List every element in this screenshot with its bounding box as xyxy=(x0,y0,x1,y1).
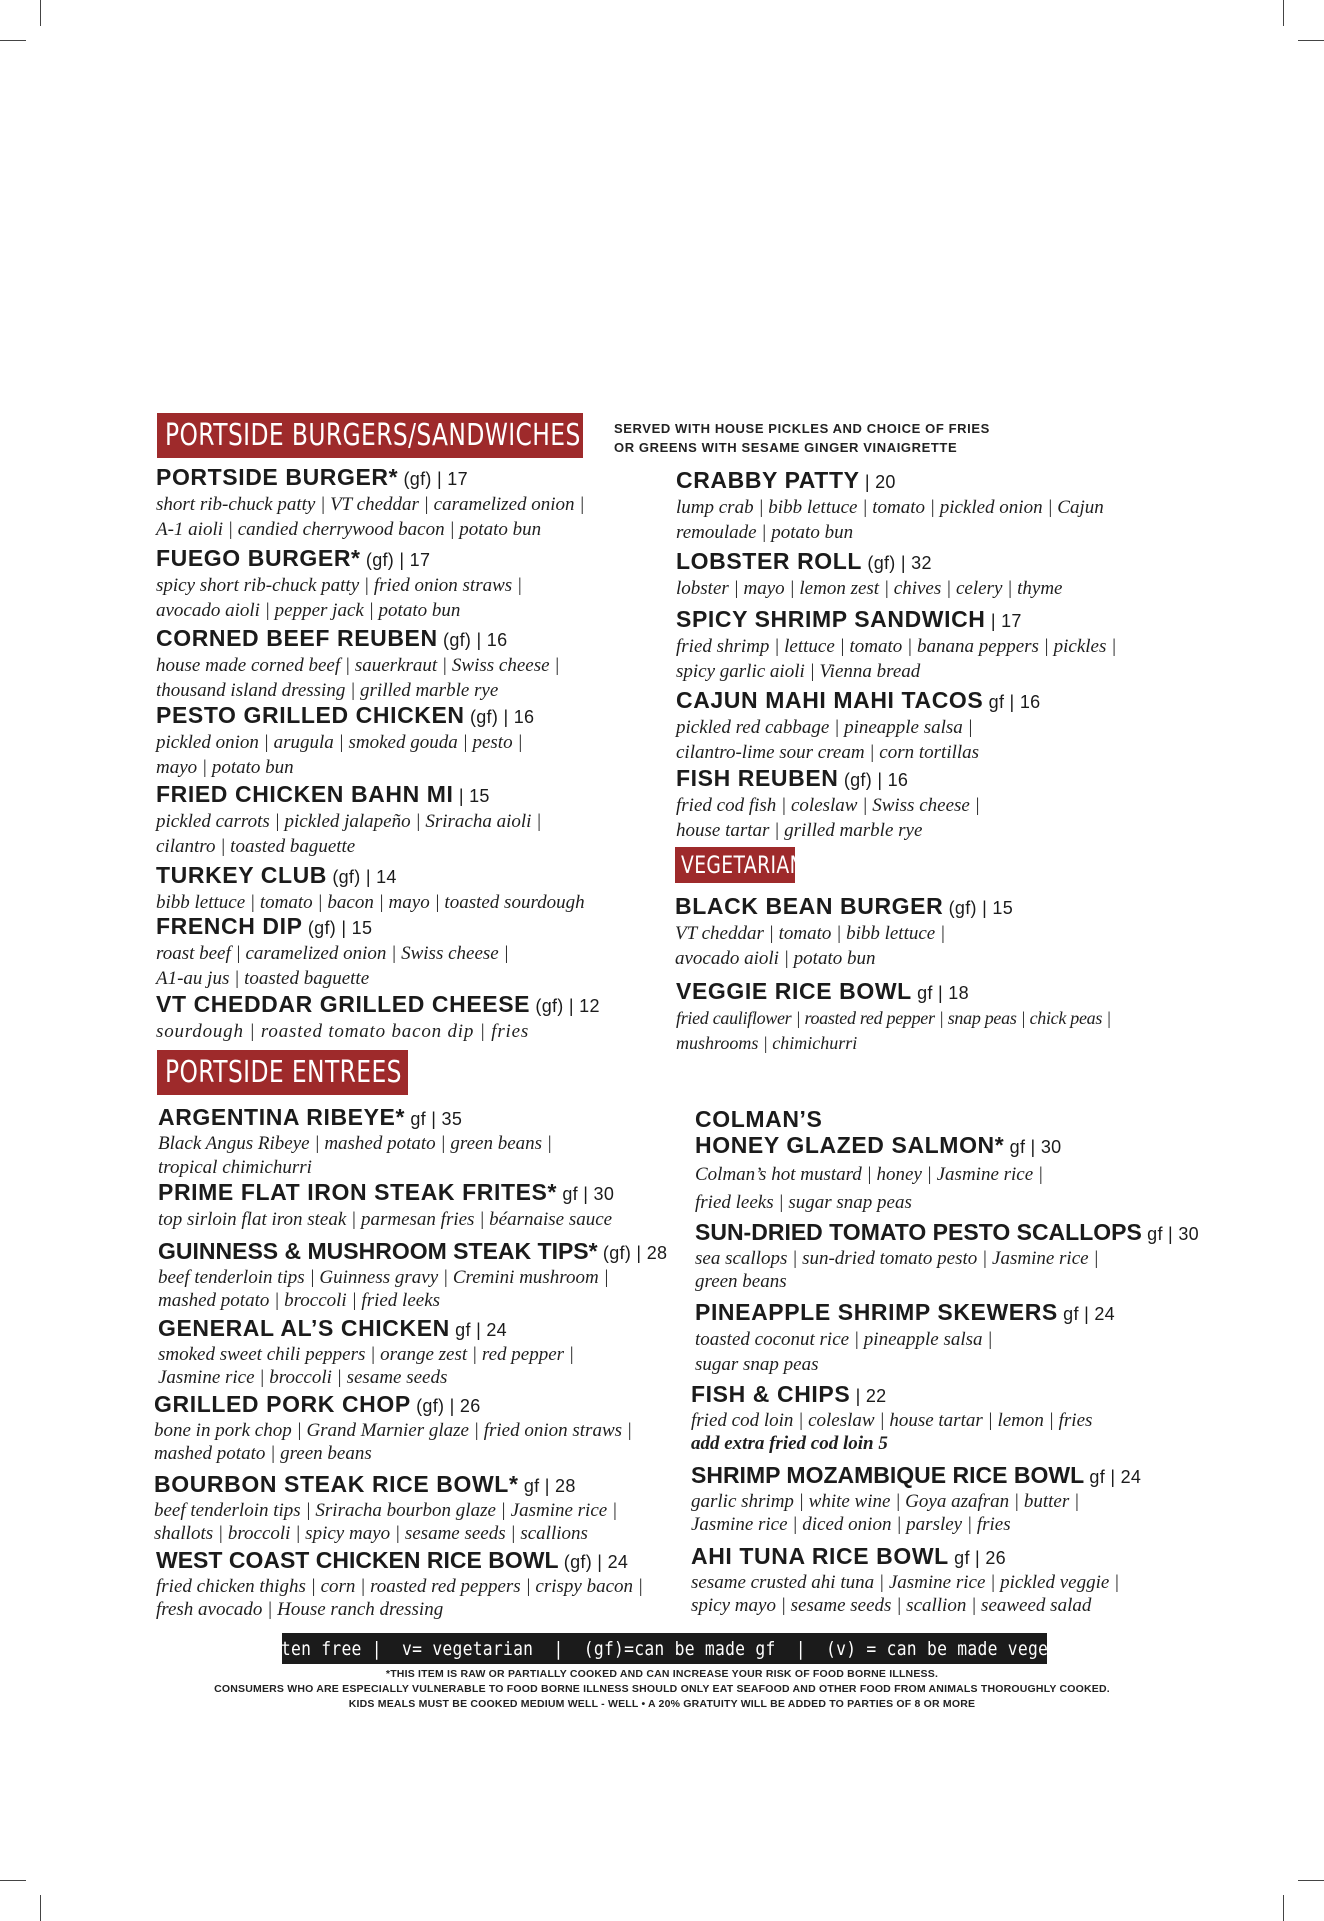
item-name: CAJUN MAHI MAHI TACOS xyxy=(676,687,984,713)
menu-item xyxy=(158,1179,698,1232)
item-price: (gf) | 15 xyxy=(302,918,373,938)
item-price: gf | 30 xyxy=(557,1184,615,1204)
item-description: spicy short rib-chuck patty | fried onion straws | xyxy=(156,575,523,596)
item-price: (gf) | 16 xyxy=(437,630,508,650)
item-description: cilantro | toasted baguette xyxy=(156,836,356,857)
item-description: thousand island dressing | grilled marble rye xyxy=(156,680,499,701)
item-description: house tartar | grilled marble rye xyxy=(676,820,923,841)
item-description: beef tenderloin tips | Sriracha bourbon glaze | Jasmine rice | xyxy=(154,1500,618,1521)
menu-item xyxy=(154,1471,694,1545)
menu-item xyxy=(158,1104,678,1180)
menu-item xyxy=(676,765,1196,843)
crop-mark xyxy=(1298,1880,1324,1881)
item-description: fried chicken thighs | corn | roasted red peppers | crispy bacon | xyxy=(156,1576,644,1597)
item-description: fresh avocado | House ranch dressing xyxy=(156,1599,444,1620)
item-description: garlic shrimp | white wine | Goya azafran | butter | xyxy=(691,1491,1080,1512)
item-description: remoulade | potato bun xyxy=(676,522,854,543)
menu-item xyxy=(676,687,1196,765)
item-description: VT cheddar | tomato | bibb lettuce | xyxy=(675,923,946,944)
crop-mark xyxy=(40,1895,41,1921)
vegetarian-section-title: VEGETARIAN xyxy=(681,851,804,879)
item-description: bone in pork chop | Grand Marnier glaze | fried onion straws | xyxy=(154,1420,632,1441)
item-name: LOBSTER ROLL xyxy=(676,548,863,574)
crop-mark xyxy=(40,0,41,26)
item-description: Jasmine rice | diced onion | parsley | fries xyxy=(691,1514,1011,1535)
item-name: HONEY GLAZED SALMON* xyxy=(695,1132,1005,1158)
menu-item xyxy=(154,1391,694,1465)
menu-item xyxy=(691,1381,1211,1456)
item-description: sourdough | roasted tomato bacon dip | fries xyxy=(156,1021,530,1042)
burgers-section-title: PORTSIDE BURGERS/SANDWICHES xyxy=(165,418,581,453)
item-price: gf | 24 xyxy=(1057,1304,1115,1324)
item-description: bibb lettuce | tomato | bacon | mayo | toasted sourdough xyxy=(156,892,585,913)
item-description: Jasmine rice | broccoli | sesame seeds xyxy=(158,1367,448,1388)
consumer-advisory: CONSUMERS WHO ARE ESPECIALLY VULNERABLE TO FOOD BORNE ILLNESS SHOULD ONLY EAT SEAFOOD AND OTHER FOOD FROM ANIMALS THOROUGHLY COOKED. xyxy=(214,1683,1110,1695)
menu-item xyxy=(695,1299,1215,1377)
item-description: fried leeks | sugar snap peas xyxy=(695,1192,912,1213)
item-name: GRILLED PORK CHOP xyxy=(154,1391,411,1417)
item-description: lobster | mayo | lemon zest | chives | celery | thyme xyxy=(676,578,1063,599)
item-description: mushrooms | chimichurri xyxy=(676,1033,858,1053)
item-price: (gf) | 17 xyxy=(398,469,468,489)
menu-item xyxy=(676,548,1196,601)
crop-mark xyxy=(0,40,26,41)
item-price: (gf) | 32 xyxy=(862,553,932,573)
item-price: | 20 xyxy=(859,472,896,492)
item-description: pickled red cabbage | pineapple salsa | xyxy=(676,717,973,738)
item-price: (gf) | 16 xyxy=(464,707,535,727)
item-name: GUINNESS & MUSHROOM STEAK TIPS* xyxy=(158,1238,598,1264)
item-description: house made corned beef | sauerkraut | Swiss cheese | xyxy=(156,655,560,676)
menu-item xyxy=(156,781,676,859)
item-name: VT CHEDDAR GRILLED CHEESE xyxy=(156,991,531,1017)
item-name: FISH REUBEN xyxy=(676,765,839,791)
menu-item xyxy=(676,467,1196,545)
item-description: smoked sweet chili peppers | orange zest | red pepper | xyxy=(158,1344,574,1365)
item-description: short rib-chuck patty | VT cheddar | caramelized onion | xyxy=(156,494,585,515)
item-name: BOURBON STEAK RICE BOWL* xyxy=(154,1471,519,1497)
item-price: (gf) | 16 xyxy=(838,770,909,790)
item-description: mayo | potato bun xyxy=(156,757,294,778)
crop-mark xyxy=(1298,40,1324,41)
burgers-section-banner xyxy=(157,413,583,458)
crop-mark xyxy=(0,1880,26,1881)
item-description: shallots | broccoli | spicy mayo | sesame seeds | scallions xyxy=(154,1523,588,1544)
item-name: FUEGO BURGER* xyxy=(156,545,361,571)
menu-item xyxy=(156,545,676,623)
item-name: SUN-DRIED TOMATO PESTO SCALLOPS xyxy=(695,1219,1142,1245)
item-description: toasted coconut rice | pineapple salsa | xyxy=(695,1329,993,1350)
dietary-legend: gf=gluten free | v= vegetarian | (gf)=can be made gf | (v) = can be made vegetarian xyxy=(220,1637,1109,1660)
menu-item xyxy=(695,1106,1215,1216)
item-name: SPICY SHRIMP SANDWICH xyxy=(676,606,986,632)
item-description: sugar snap peas xyxy=(695,1354,819,1375)
menu-item xyxy=(156,702,676,780)
menu-item xyxy=(676,978,1276,1056)
menu-item xyxy=(156,862,676,915)
item-name: AHI TUNA RICE BOWL xyxy=(691,1543,949,1569)
item-description: sesame crusted ahi tuna | Jasmine rice | pickled veggie | xyxy=(691,1572,1120,1593)
item-description: A1-au jus | toasted baguette xyxy=(156,968,370,989)
item-description: cilantro-lime sour cream | corn tortillas xyxy=(676,742,980,763)
item-name: FRENCH DIP xyxy=(156,913,303,939)
item-name: CRABBY PATTY xyxy=(676,467,860,493)
item-name: PRIME FLAT IRON STEAK FRITES* xyxy=(158,1179,558,1205)
item-description: mashed potato | broccoli | fried leeks xyxy=(158,1290,441,1311)
menu-item xyxy=(691,1543,1271,1617)
item-name: PINEAPPLE SHRIMP SKEWERS xyxy=(695,1299,1058,1325)
item-name: TURKEY CLUB xyxy=(156,862,328,888)
item-description: A-1 aioli | candied cherrywood bacon | potato bun xyxy=(156,519,542,540)
item-description: pickled carrots | pickled jalapeño | Sriracha aioli | xyxy=(156,811,542,832)
menu-item xyxy=(695,1219,1275,1293)
item-name: WEST COAST CHICKEN RICE BOWL xyxy=(156,1547,559,1573)
item-description: spicy garlic aioli | Vienna bread xyxy=(676,661,921,682)
item-description: Black Angus Ribeye | mashed potato | green beans | xyxy=(158,1133,552,1154)
menu-item xyxy=(158,1315,678,1389)
item-price: (gf) | 24 xyxy=(558,1552,629,1572)
menu-item xyxy=(156,464,676,542)
item-price: (gf) | 15 xyxy=(943,898,1014,918)
item-name: FRIED CHICKEN BAHN MI xyxy=(156,781,454,807)
item-description: avocado aioli | pepper jack | potato bun xyxy=(156,600,461,621)
item-description: fried cod loin | coleslaw | house tartar | lemon | fries xyxy=(691,1410,1093,1431)
item-price: | 17 xyxy=(985,611,1022,631)
item-description: green beans xyxy=(695,1271,787,1292)
item-price: gf | 26 xyxy=(948,1548,1006,1568)
menu-item xyxy=(675,893,1195,971)
raw-food-warning: *THIS ITEM IS RAW OR PARTIALLY COOKED AND CAN INCREASE YOUR RISK OF FOOD BORNE ILLNESS. xyxy=(385,1668,939,1680)
item-price: gf | 18 xyxy=(911,983,969,1003)
item-price: (gf) | 12 xyxy=(530,996,600,1016)
item-name: SHRIMP MOZAMBIQUE RICE BOWL xyxy=(691,1462,1085,1488)
item-name: ARGENTINA RIBEYE* xyxy=(158,1104,406,1130)
menu-item xyxy=(156,625,676,703)
menu-item xyxy=(156,1547,696,1621)
item-price: (gf) | 28 xyxy=(597,1243,668,1263)
item-price: gf | 30 xyxy=(1141,1224,1199,1244)
item-name: CORNED BEEF REUBEN xyxy=(156,625,438,651)
item-price: gf | 24 xyxy=(449,1320,507,1340)
item-price: gf | 30 xyxy=(1004,1137,1062,1157)
item-description: Colman’s hot mustard | honey | Jasmine rice | xyxy=(695,1164,1044,1185)
item-name: PESTO GRILLED CHICKEN xyxy=(156,702,465,728)
item-description: lump crab | bibb lettuce | tomato | pickled onion | Cajun xyxy=(676,497,1104,518)
item-price: (gf) | 26 xyxy=(410,1396,481,1416)
serving-note-line: SERVED WITH HOUSE PICKLES AND CHOICE OF FRIES xyxy=(614,421,990,436)
entrees-section-title: PORTSIDE ENTREES xyxy=(165,1055,402,1090)
item-description: top sirloin flat iron steak | parmesan fries | béarnaise sauce xyxy=(158,1209,613,1230)
menu-item xyxy=(158,1238,698,1312)
vegetarian-section-banner xyxy=(675,847,804,883)
item-description: fried cauliflower | roasted red pepper | snap peas | chick peas | xyxy=(676,1008,1111,1028)
menu-item xyxy=(691,1462,1271,1536)
item-name: FISH & CHIPS xyxy=(691,1381,851,1407)
item-description: sea scallops | sun-dried tomato pesto | Jasmine rice | xyxy=(695,1248,1099,1269)
item-name: PORTSIDE BURGER* xyxy=(156,464,399,490)
item-price: (gf) | 17 xyxy=(360,550,431,570)
item-description: roast beef | caramelized onion | Swiss cheese | xyxy=(156,943,509,964)
item-description: avocado aioli | potato bun xyxy=(675,948,876,969)
item-price: gf | 24 xyxy=(1084,1467,1142,1487)
item-price: gf | 16 xyxy=(983,692,1041,712)
item-price: (gf) | 14 xyxy=(327,867,397,887)
item-price: | 22 xyxy=(850,1386,887,1406)
item-price: gf | 35 xyxy=(405,1109,463,1129)
item-description: fried shrimp | lettuce | tomato | banana peppers | pickles | xyxy=(676,636,1117,657)
kids-gratuity-note: KIDS MEALS MUST BE COOKED MEDIUM WELL - WELL • A 20% GRATUITY WILL BE ADDED TO PARTIES OF 8 OR MORE xyxy=(348,1698,976,1710)
item-description: fried cod fish | coleslaw | Swiss cheese | xyxy=(676,795,980,816)
serving-note-line: OR GREENS WITH SESAME GINGER VINAIGRETTE xyxy=(614,440,958,455)
item-description: pickled onion | arugula | smoked gouda | pesto | xyxy=(156,732,523,753)
item-description: tropical chimichurri xyxy=(158,1157,312,1178)
item-description: mashed potato | green beans xyxy=(154,1443,372,1464)
crop-mark xyxy=(1283,1895,1284,1921)
item-price: gf | 28 xyxy=(518,1476,576,1496)
crop-mark xyxy=(1283,0,1284,26)
item-description: beef tenderloin tips | Guinness gravy | Cremini mushroom | xyxy=(158,1267,609,1288)
item-name: BLACK BEAN BURGER xyxy=(675,893,944,919)
item-price: | 15 xyxy=(453,786,490,806)
dietary-legend-bar xyxy=(220,1633,1109,1664)
item-extra-option: add extra fried cod loin 5 xyxy=(691,1433,888,1454)
item-description: spicy mayo | sesame seeds | scallion | seaweed salad xyxy=(691,1595,1092,1616)
item-name: VEGGIE RICE BOWL xyxy=(676,978,912,1004)
burgers-serving-note xyxy=(614,419,990,457)
menu-item xyxy=(156,913,676,991)
item-name: COLMAN’S xyxy=(695,1106,823,1132)
menu-item xyxy=(156,991,676,1044)
item-name: GENERAL AL’S CHICKEN xyxy=(158,1315,450,1341)
entrees-section-banner xyxy=(157,1050,408,1095)
menu-item xyxy=(676,606,1196,684)
